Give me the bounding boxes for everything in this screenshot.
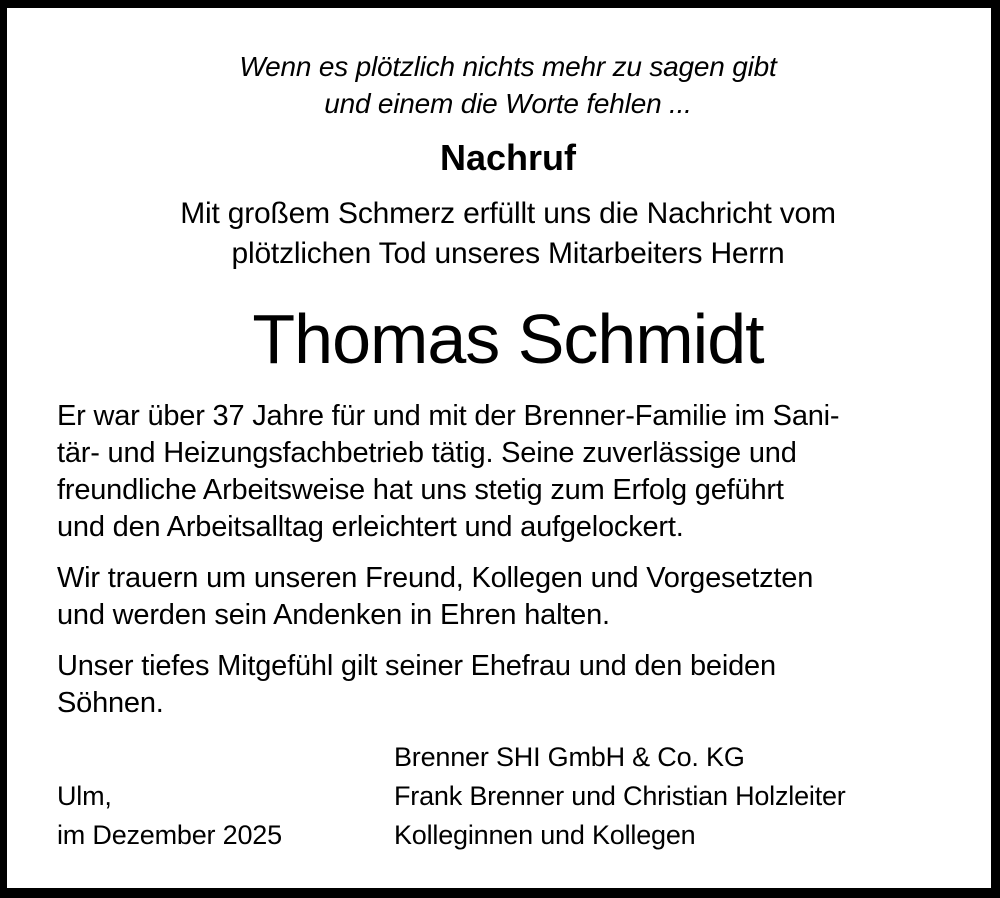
text-line: Kolleginnen und Kollegen [394,820,696,850]
text-line: Wir trauern um unseren Freund, Kollegen und Vorgesetzten [57,562,814,594]
text-line: plötzlichen Tod unseres Mitarbeiters Herrn [231,237,785,270]
notice-heading: Nachruf [439,137,577,178]
signature-block [57,738,959,855]
text-line: Brenner SHI GmbH & Co. KG [394,742,745,772]
text-line: Mit großem Schmerz erfüllt uns die Nachricht vom [180,197,836,230]
place-and-date [57,738,394,855]
signatories [394,738,959,855]
deceased-name: Thomas Schmidt [252,300,764,378]
text-line: und den Arbeitsalltag erleichtert und aufgelockert. [57,511,684,543]
text-line: und einem die Worte fehlen ... [324,88,692,119]
text-line: Wenn es plötzlich nichts mehr zu sagen gibt [239,51,777,82]
body-paragraph-service [57,398,959,546]
text-line: Frank Brenner und Christian Holzleiter [394,781,846,811]
text-line: freundliche Arbeitsweise hat uns stetig zum Erfolg geführt [57,474,784,506]
text-line: Unser tiefes Mitgefühl gilt seiner Ehefrau und den beiden [57,650,776,682]
intro-text [57,194,959,274]
body-paragraph-mourning [57,560,959,634]
text-line: und werden sein Andenken in Ehren halten. [57,599,610,631]
body-paragraph-condolence [57,648,959,722]
text-line: Söhnen. [57,687,164,719]
text-line: Ulm, [57,781,112,811]
text-line: im Dezember 2025 [57,820,282,850]
epigraph [57,48,959,122]
text-line: tär- und Heizungsfachbetrieb tätig. Seine zuverlässige und [57,437,797,469]
text-line: Er war über 37 Jahre für und mit der Brenner-Familie im Sani- [57,400,840,432]
